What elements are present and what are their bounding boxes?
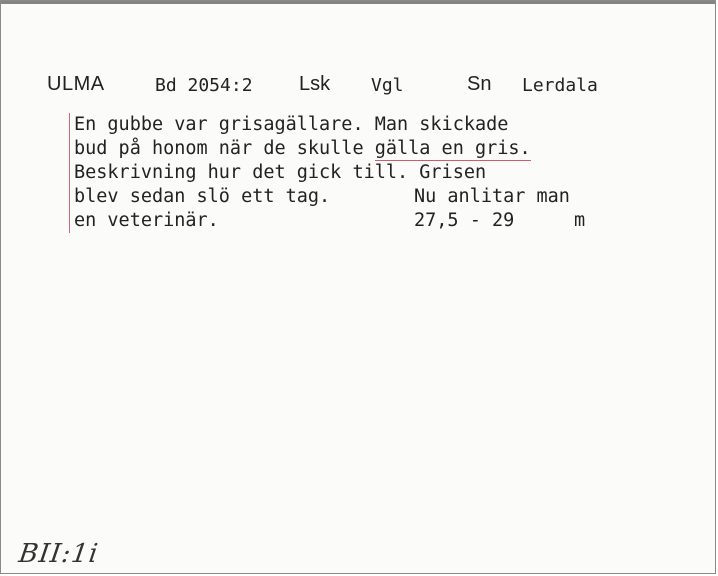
text-line-2-start: bud på honom när de skulle bbox=[74, 138, 375, 159]
text-line-3: Beskrivning hur det gick till. Grisen bbox=[74, 162, 487, 183]
landskap-label: Lsk bbox=[299, 73, 331, 95]
page-unit: m bbox=[574, 210, 586, 231]
text-line-4-start: blev sedan slö ett tag. bbox=[74, 186, 331, 207]
socken-label: Sn bbox=[467, 73, 492, 95]
text-line-4 bbox=[74, 185, 674, 209]
text-line-5 bbox=[74, 209, 674, 233]
landskap-value: Vgl bbox=[371, 75, 404, 96]
underlined-phrase: gälla en gris. bbox=[374, 138, 531, 159]
text-line-5-start: en veterinär. bbox=[74, 210, 219, 231]
headword: ULMA bbox=[47, 73, 105, 95]
card-top-edge bbox=[1, 1, 715, 10]
card-header bbox=[47, 73, 695, 103]
text-line-1: En gubbe var grisagällare. Man skickade bbox=[74, 114, 509, 135]
handwritten-mark: BII:1i bbox=[16, 539, 101, 569]
socken-value: Lerdala bbox=[522, 75, 598, 96]
card-body-text bbox=[69, 113, 674, 233]
reference-number: Bd 2054:2 bbox=[155, 75, 253, 96]
page-range: 27,5 - 29 bbox=[414, 210, 515, 231]
text-line-2 bbox=[74, 137, 674, 161]
text-line-4-right: Nu anlitar man bbox=[414, 186, 570, 207]
